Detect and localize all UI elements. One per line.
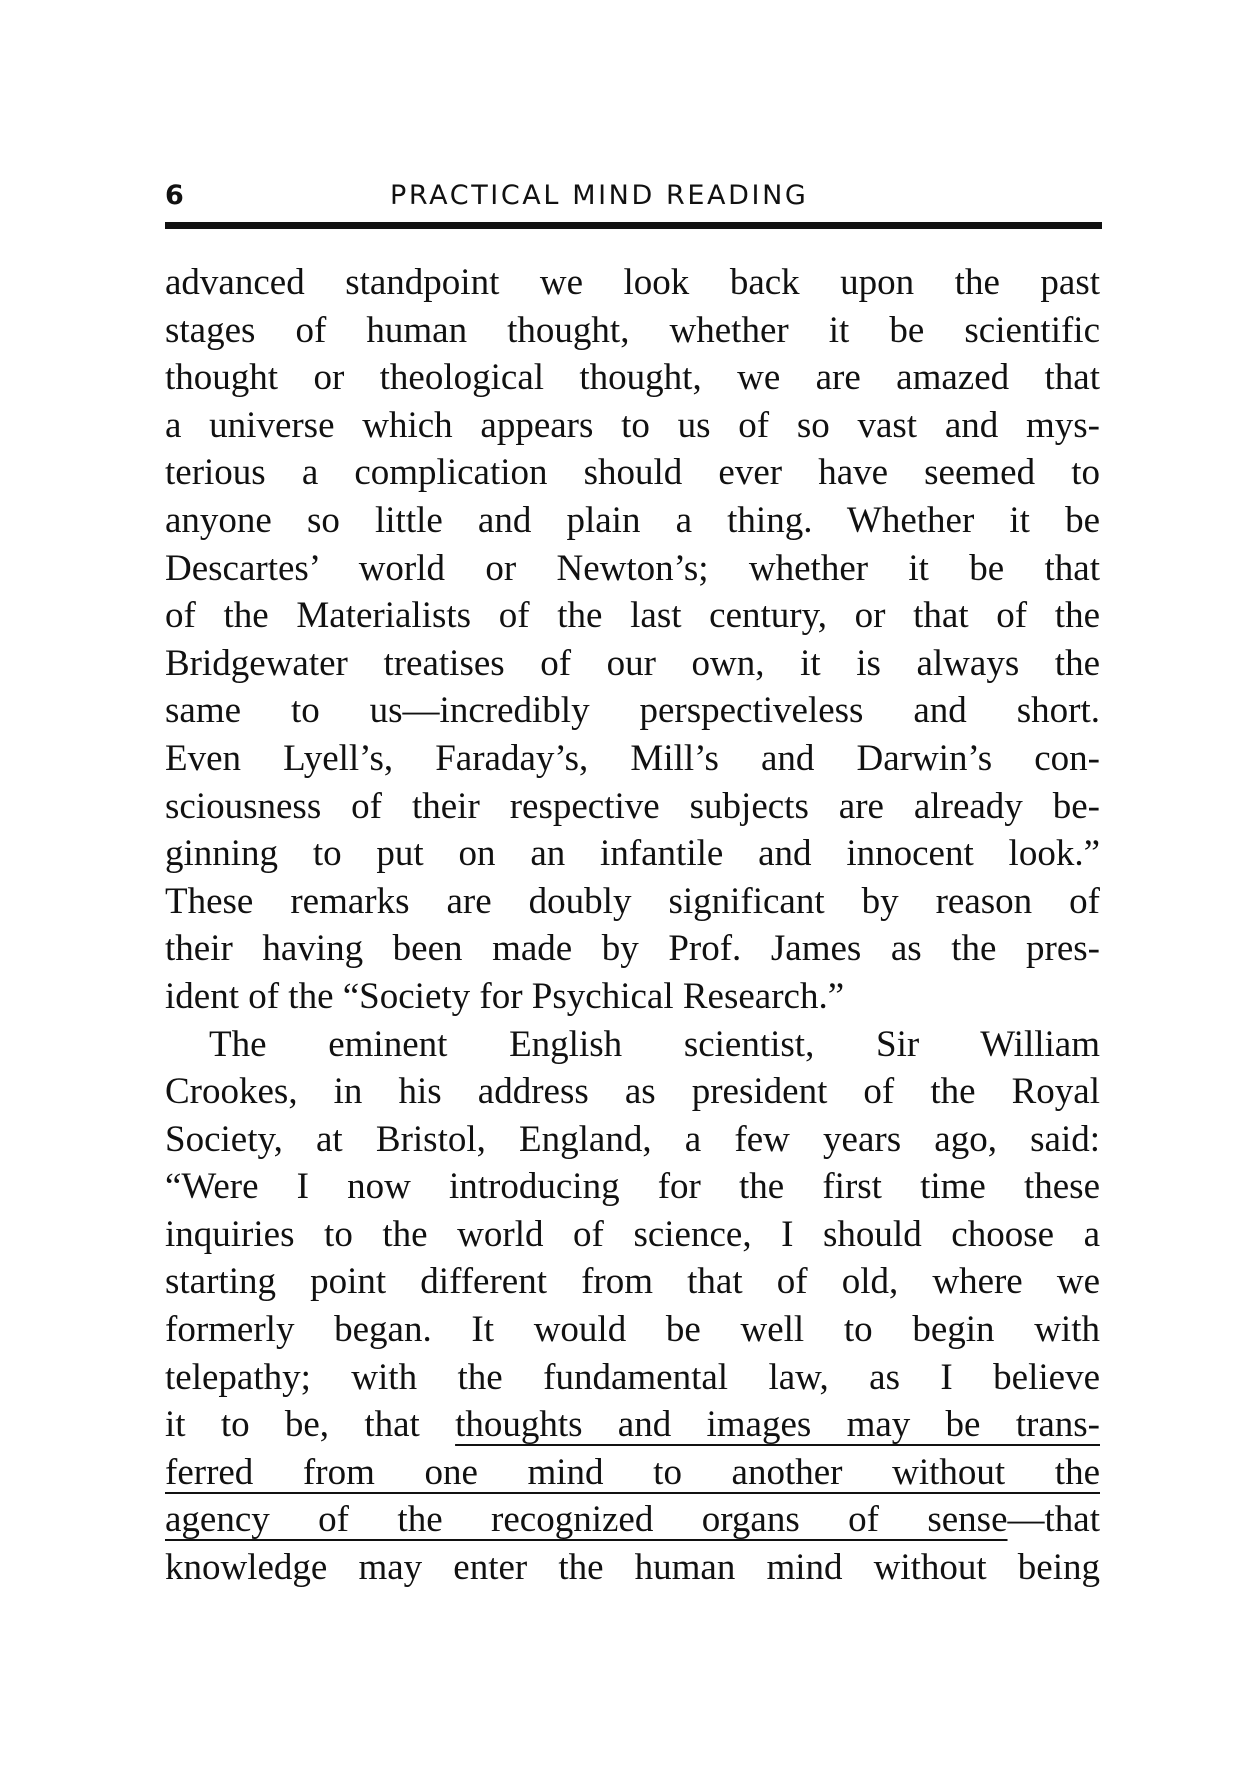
text-line: Bridgewater treatises of our own, it is always the — [165, 642, 1100, 684]
header-rule — [165, 222, 1102, 229]
text-line: anyone so little and plain a thing. Whether it be — [165, 499, 1100, 541]
text-line-with-underline — [165, 1449, 1100, 1497]
text-line: thought or theological thought, we are amazed that — [165, 357, 1100, 399]
underlined-text: thoughts and images may be trans- — [455, 1404, 1100, 1446]
page-number: 6 — [165, 180, 184, 211]
text-line: These remarks are doubly significant by reason of — [165, 880, 1100, 922]
text-line: a universe which appears to us of so vast and mys- — [165, 404, 1100, 446]
paragraph-first-line: The eminent English scientist, Sir William — [209, 1023, 1100, 1065]
text-line: Even Lyell’s, Faraday’s, Mill’s and Darwin’s con- — [165, 737, 1100, 779]
text-line: ginning to put on an infantile and innocent look.” — [165, 833, 1100, 875]
text-line: terious a complication should ever have seemed to — [165, 452, 1100, 494]
text-line: stages of human thought, whether it be scientific — [165, 309, 1100, 351]
text-line: “Were I now introducing for the first time these — [165, 1166, 1100, 1208]
text-line: telepathy; with the fundamental law, as I believe — [165, 1356, 1100, 1398]
text-line: formerly began. It would be well to begin with — [165, 1309, 1100, 1351]
text-line: Descartes’ world or Newton’s; whether it be that — [165, 547, 1100, 589]
underlined-text: agency of the recognized organs of sense — [165, 1499, 1008, 1541]
text-line: advanced standpoint we look back upon the past — [165, 262, 1100, 303]
underlined-text: ferred from one mind to another without the — [165, 1451, 1100, 1493]
plain-text: it to be, that — [165, 1404, 456, 1446]
text-line: Society, at Bristol, England, a few years ago, said: — [165, 1118, 1100, 1160]
text-line-with-underline — [165, 1401, 1100, 1449]
paragraph-last-line: ident of the “Society for Psychical Research.” — [165, 975, 845, 1017]
text-line: starting point different from that of old, where we — [165, 1261, 1100, 1303]
text-line: Crookes, in his address as president of the Royal — [165, 1071, 1100, 1113]
text-line: same to us—incredibly perspectiveless and short. — [165, 690, 1100, 732]
text-line-with-underline — [165, 1496, 1100, 1544]
running-head — [165, 178, 1102, 218]
text-line: sciousness of their respective subjects are already be- — [165, 785, 1100, 827]
text-line: inquiries to the world of science, I should choose a — [165, 1213, 1100, 1255]
text-line: knowledge may enter the human mind without being — [165, 1547, 1100, 1589]
plain-text: —that — [1007, 1499, 1100, 1541]
body-text — [165, 259, 1100, 1592]
text-line: of the Materialists of the last century, or that of the — [165, 595, 1100, 637]
running-title: PRACTICAL MIND READING — [390, 180, 809, 211]
text-line: their having been made by Prof. James as the pres- — [165, 928, 1100, 970]
